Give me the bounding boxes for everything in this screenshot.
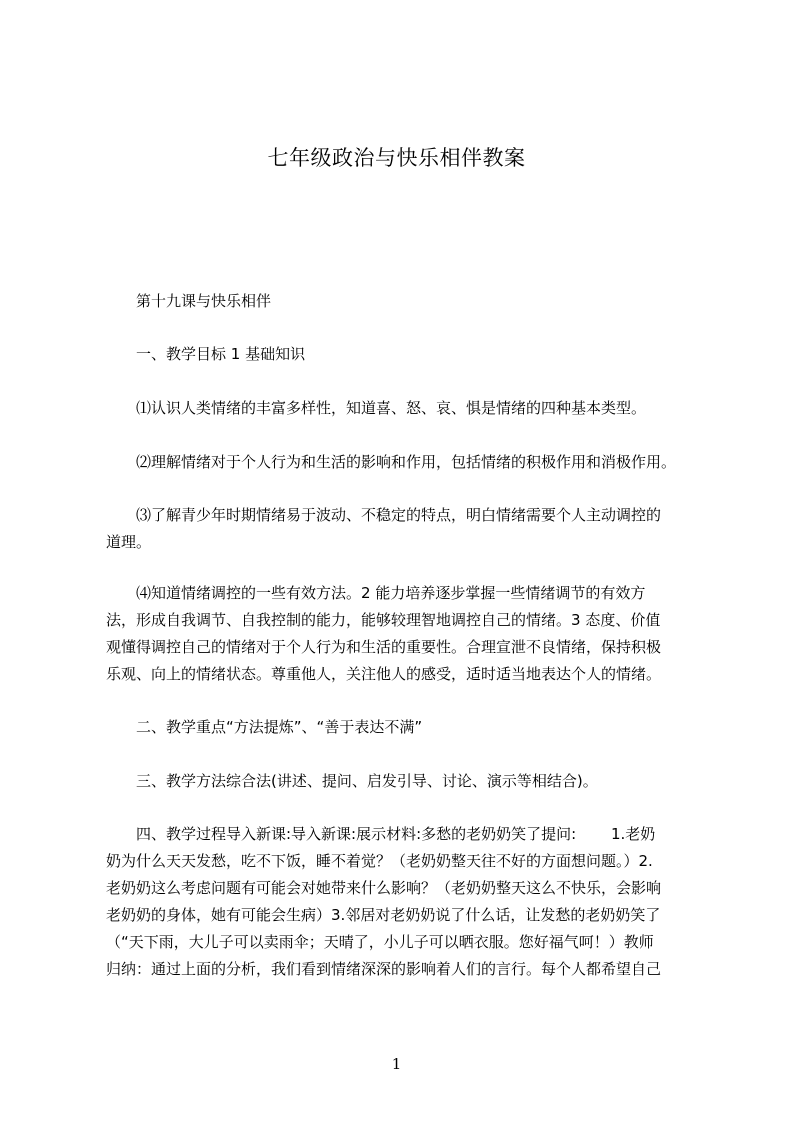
goal-item-2-text: ⑵理解情绪对于个人行为和生活的影响和作用，包括情绪的积极作用和消极作用。 bbox=[136, 453, 677, 471]
goal-item-4-line: ⑷知道情绪调控的一些有效方法。2 能力培养逐步掌握一些情绪调节的有效方 bbox=[136, 584, 646, 602]
teaching-process-line: 归纳：通过上面的分析，我们看到情绪深深的影响着人们的言行。每个人都希望自己 bbox=[106, 960, 662, 978]
teaching-process-line: 四、教学过程导入新课:导入新课:展示材料:多愁的老奶奶笑了提问: 1.老奶 bbox=[136, 825, 656, 843]
goal-item-1 bbox=[136, 395, 646, 422]
goal-item-4-line: 观懂得调控自己的情绪对于个人行为和生活的重要性。合理宣泄不良情绪，保持积极 bbox=[106, 638, 662, 656]
teaching-process-line: （“天下雨，大儿子可以卖雨伞；天晴了，小儿子可以晒衣服。您好福气呵！）教师 bbox=[106, 933, 654, 951]
section-teaching-goals bbox=[136, 341, 305, 368]
section-key-points-text: 二、教学重点“方法提炼”、“善于表达不满” bbox=[136, 718, 423, 736]
teaching-process-line: 老奶奶的身体，她有可能会生病）3.邻居对老奶奶说了什么话，让发愁的老奶奶笑了 bbox=[106, 906, 661, 924]
goal-item-3-line: 道理。 bbox=[106, 533, 152, 551]
teaching-process-line: 老奶奶这么考虑问题有可能会对她带来什么影响？（老奶奶整天这么不快乐，会影响 bbox=[106, 879, 662, 897]
goal-item-4-line: 法，形成自我调节、自我控制的能力，能够较理智地调控自己的情绪。3 态度、价值 bbox=[106, 611, 661, 629]
goal-item-4-line: 乐观、向上的情绪状态。尊重他人，关注他人的感受，适时适当地表达个人的情绪。 bbox=[106, 665, 662, 683]
section-teaching-methods bbox=[136, 768, 598, 795]
goal-item-3-line: ⑶了解青少年时期情绪易于波动、不稳定的特点，明白情绪需要个人主动调控的 bbox=[136, 506, 662, 524]
document-title: 七年级政治与快乐相伴教案 bbox=[267, 146, 526, 170]
section-teaching-goals-text: 一、教学目标 1 基础知识 bbox=[136, 345, 306, 363]
goal-item-3 bbox=[106, 502, 661, 556]
lesson-heading bbox=[136, 288, 271, 315]
goal-item-2 bbox=[136, 449, 676, 476]
section-key-points bbox=[136, 714, 422, 741]
goal-item-1-text: ⑴认识人类情绪的丰富多样性，知道喜、怒、哀、惧是情绪的四种基本类型。 bbox=[136, 399, 647, 417]
goal-item-4 bbox=[106, 580, 661, 688]
section-teaching-methods-text: 三、教学方法综合法(讲述、提问、启发引导、讨论、演示等相结合)。 bbox=[136, 772, 598, 790]
lesson-heading-text: 第十九课与快乐相伴 bbox=[136, 292, 272, 310]
section-teaching-process bbox=[106, 821, 661, 983]
teaching-process-line: 奶为什么天天发愁，吃不下饭，睡不着觉？（老奶奶整天往不好的方面想问题。）2. bbox=[106, 852, 653, 870]
page-number: 1 bbox=[391, 1055, 402, 1073]
